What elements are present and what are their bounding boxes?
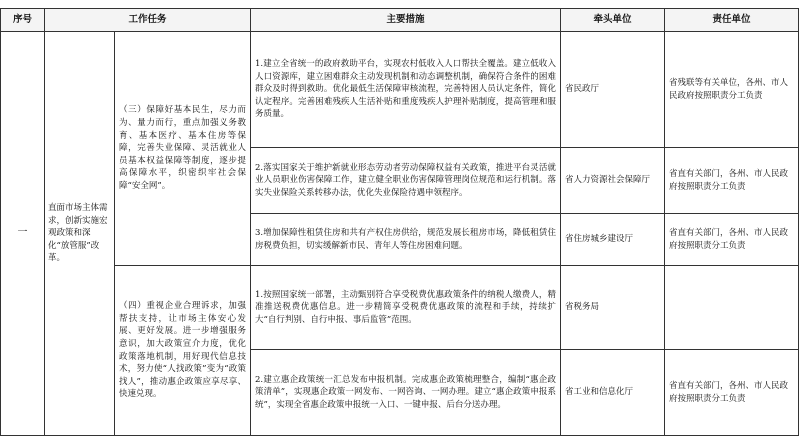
seq-cell: 一 — [1, 32, 45, 436]
table-row — [1, 266, 799, 350]
header-seq: 序号 — [1, 9, 45, 32]
main-task-cell: 直面市场主体需求，创新实施宏观政策和深化“放管服”改革。 — [45, 32, 115, 436]
subtask-cell-3: （三）保障好基本民生，尽力而为、量力而行，重点加强义务教育、基本医疗、基本住房等保障，完善失业保障、灵活就业人员基本权益保障等制度，逐步提高保障水平，织密织牢社会保障“安全网”。 — [115, 32, 251, 266]
table-header-row — [1, 9, 799, 32]
header-task: 工作任务 — [45, 9, 251, 32]
responsible-unit-cell: 省残联等有关单位，各州、市人民政府按照职责分工负责 — [665, 32, 799, 148]
lead-unit-cell: 省税务局 — [561, 266, 665, 350]
table-row — [1, 32, 799, 148]
responsible-unit-cell: 省直有关部门，各州、市人民政府按照职责分工负责 — [665, 350, 799, 436]
header-responsible: 责任单位 — [665, 9, 799, 32]
measure-cell: 2.建立惠企政策统一汇总发布申报机制。完成惠企政策梳理整合，编制“惠企政策清单”，实现惠企政策一网发布、一网咨询、一网办理。建立“惠企政策申报系统”，实现全省惠企政策申报统一入口、一键申报、后台分送办理。 — [251, 350, 561, 436]
measure-cell: 1.建立全省统一的政府救助平台，实现农村低收入人口帮扶全覆盖。建立低收入人口资源库，建立困难群众主动发现机制和动态调整机制，确保符合条件的困难群众及时得到救助。优化最低生活保障审核流程，完善特困人员认定条件，简化认定程序。完善困难残疾人生活补贴和重度残疾人护理补贴制度，提高管理和服务质量。 — [251, 32, 561, 148]
lead-unit-cell: 省住房城乡建设厅 — [561, 214, 665, 266]
measure-cell: 2.落实国家关于维护新就业形态劳动者劳动保障权益有关政策，推进平台灵活就业人员职业伤害保障工作，建立健全职业伤害保障管理岗位规范和运行机制。落实失业保险关系转移办法，优化失业保险待遇申领程序。 — [251, 148, 561, 214]
header-measures: 主要措施 — [251, 9, 561, 32]
responsible-unit-cell: 省直有关部门，各州、市人民政府按照职责分工负责 — [665, 148, 799, 214]
lead-unit-cell: 省工业和信息化厅 — [561, 350, 665, 436]
lead-unit-cell: 省民政厅 — [561, 32, 665, 148]
header-lead: 牵头单位 — [561, 9, 665, 32]
responsible-unit-cell — [665, 266, 799, 350]
lead-unit-cell: 省人力资源社会保障厅 — [561, 148, 665, 214]
measure-cell: 3.增加保障性租赁住房和共有产权住房供给，规范发展长租房市场，降低租赁住房税费负担，切实缓解新市民、青年人等住房困难问题。 — [251, 214, 561, 266]
task-table — [0, 8, 799, 436]
measure-cell: 1.按照国家统一部署，主动甄别符合享受税费优惠政策条件的纳税人缴费人，精准推送税费优惠信息。进一步精简享受税费优惠政策的流程和手续，持续扩大“自行判别、自行申报、事后监管”范围。 — [251, 266, 561, 350]
responsible-unit-cell: 省直有关部门，各州、市人民政府按照职责分工负责 — [665, 214, 799, 266]
subtask-cell-4: （四）重视企业合理诉求，加强帮扶支持，让市场主体安心发展、更好发展。进一步增强服务意识，加大政策宣介力度，优化政策落地机制，用好现代信息技术，努力使“人找政策”变为“政策找人”，推动惠企政策应享尽享、快速兑现。 — [115, 266, 251, 436]
